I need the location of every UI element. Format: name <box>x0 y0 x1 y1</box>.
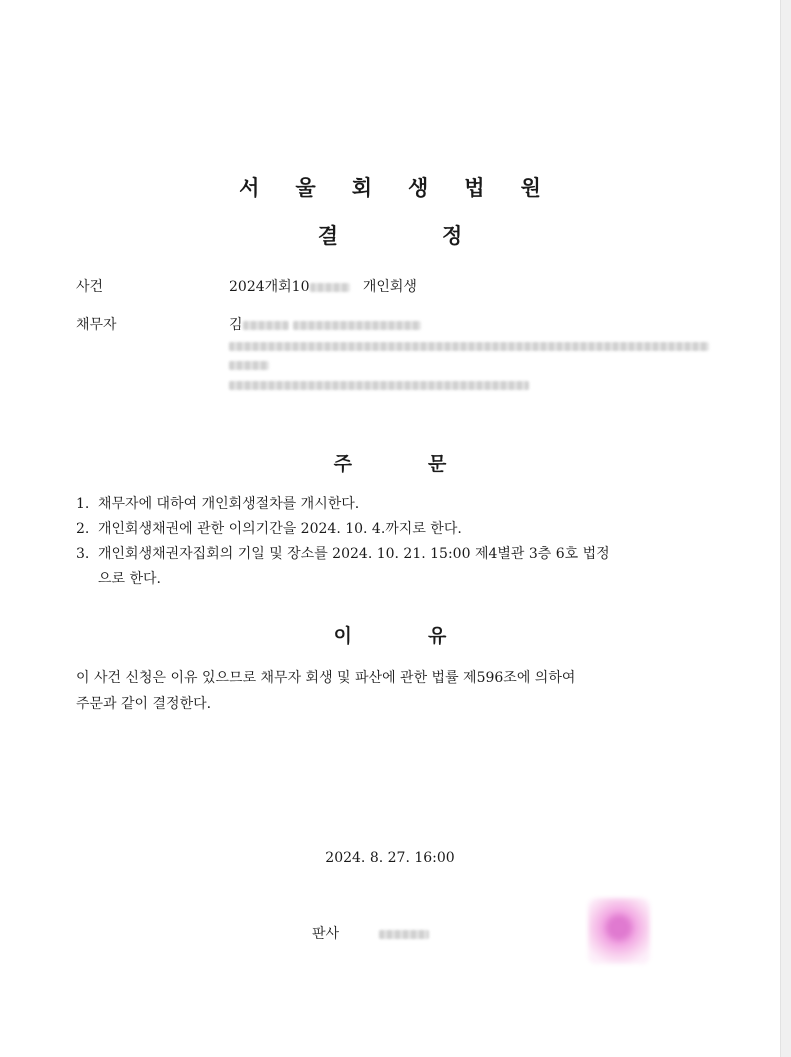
case-number-prefix: 2024개회10 <box>229 279 310 295</box>
judge-signature-line <box>312 923 429 943</box>
document-type-char: 정 <box>442 224 463 248</box>
order-item-3 <box>76 542 716 567</box>
order-item-text: 채무자에 대하여 개인회생절차를 개시한다. <box>98 496 360 512</box>
order-item-1 <box>76 492 716 517</box>
judge-label: 판사 <box>312 926 340 942</box>
case-type: 개인회생 <box>362 279 417 295</box>
order-section-title <box>0 449 780 476</box>
debtor-name <box>229 314 421 334</box>
order-title-char: 문 <box>428 453 447 475</box>
redacted-judge-name <box>379 930 429 939</box>
redacted-agent-line <box>229 377 529 393</box>
reason-line-1 <box>76 666 716 691</box>
reason-section-title <box>0 621 780 648</box>
reason-line-2 <box>76 692 716 717</box>
redacted-agent <box>229 381 529 390</box>
court-name-char: 법 <box>464 176 485 200</box>
order-item-text: 으로 한다. <box>98 571 161 587</box>
court-name-char: 원 <box>520 176 541 200</box>
debtor-label-text: 채무자 <box>76 317 117 333</box>
case-label <box>76 276 172 296</box>
document-type-char: 결 <box>317 224 338 248</box>
redacted-debtor-name <box>243 321 289 330</box>
reason-text: 주문과 같이 결정한다. <box>76 696 212 712</box>
redacted-id-number <box>293 321 421 330</box>
reason-title-char: 유 <box>428 625 447 647</box>
scrollbar-track[interactable] <box>780 0 791 1057</box>
order-title-char: 주 <box>333 453 352 475</box>
reason-text: 이 사건 신청은 이유 있으므로 채무자 회생 및 파산에 관한 법률 제596조에 의하여 <box>76 670 576 686</box>
court-seal-stamp <box>588 898 650 964</box>
redacted-address <box>229 342 709 351</box>
document-type-title <box>0 220 780 250</box>
redacted-address <box>229 361 269 370</box>
redacted-case-number <box>310 283 350 292</box>
court-name-char: 서 <box>239 176 260 200</box>
case-number <box>229 276 417 296</box>
decision-date: 2024. 8. 27. 16:00 <box>325 850 455 866</box>
debtor-label <box>76 314 172 334</box>
case-label-text: 사건 <box>76 279 104 295</box>
court-name-char: 회 <box>351 176 372 200</box>
court-name-char: 울 <box>295 176 316 200</box>
order-item-number: 3. <box>76 546 90 562</box>
order-item-text: 개인회생채권에 관한 이의기간을 2024. 10. 4.까지로 한다. <box>98 521 462 537</box>
reason-title-char: 이 <box>333 625 352 647</box>
redacted-address-line-2 <box>229 357 269 373</box>
court-name <box>0 172 780 202</box>
redacted-address-line-1 <box>229 338 709 354</box>
order-item-number: 2. <box>76 521 90 537</box>
order-item-2 <box>76 517 716 542</box>
debtor-name-prefix: 김 <box>229 317 243 333</box>
order-item-text: 개인회생채권자집회의 기일 및 장소를 2024. 10. 21. 15:00 제4별관 3층 6호 법정 <box>98 546 610 562</box>
order-item-number: 1. <box>76 496 90 512</box>
order-item-3-continuation <box>76 567 738 592</box>
court-name-char: 생 <box>408 176 429 200</box>
